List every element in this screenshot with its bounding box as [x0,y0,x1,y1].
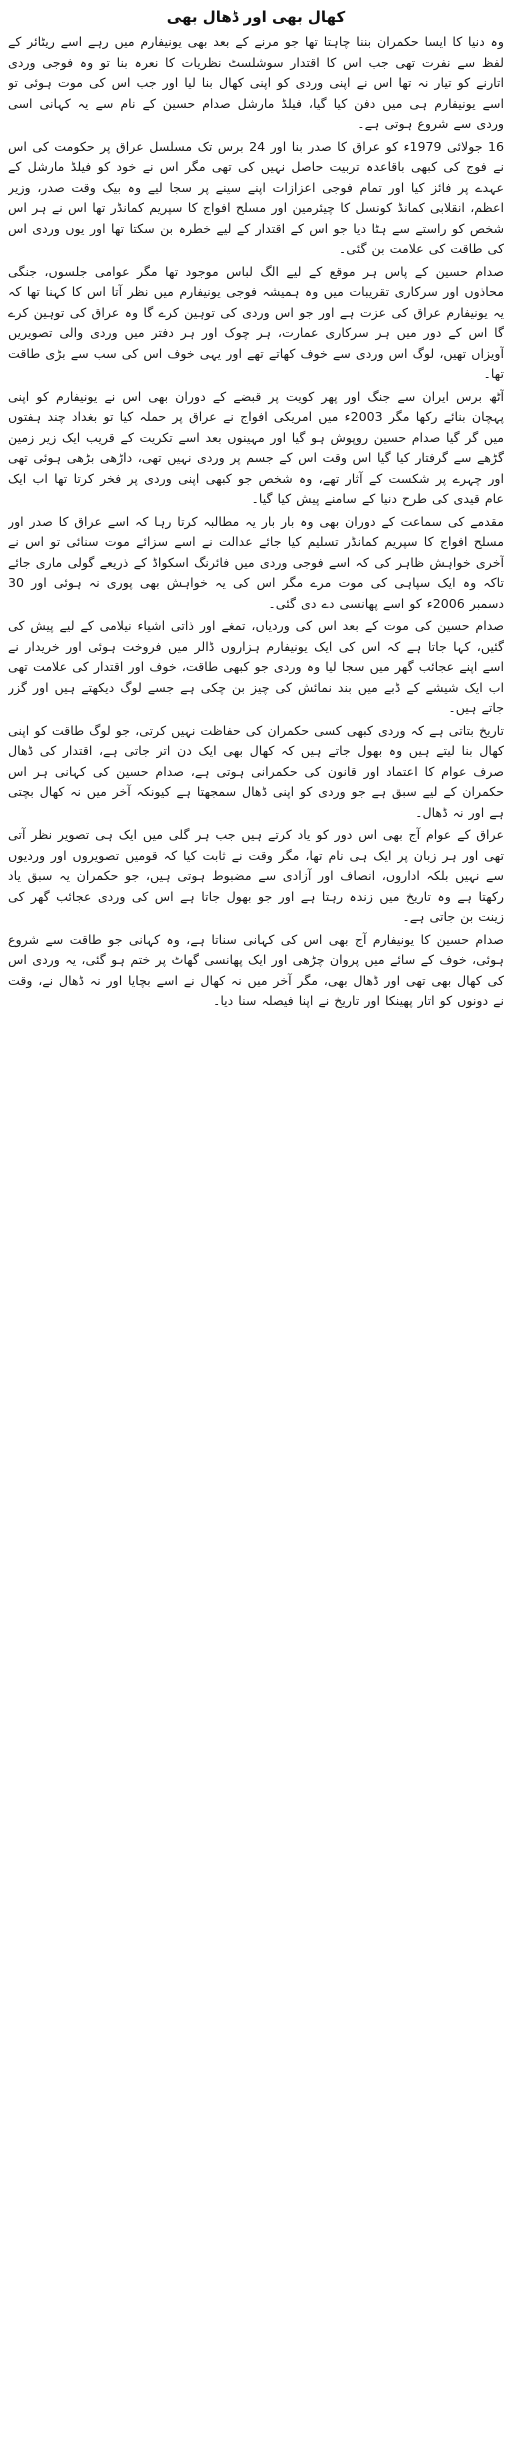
article-title: کھال بھی اور ڈھال بھی [166,8,346,26]
article-paragraph: مقدمے کی سماعت کے دوران بھی وہ بار بار یہ مطالبہ کرتا رہا کہ اسے عراق کا صدر اور مسلح افواج کا سپریم کمانڈر تسلیم کیا جائے عدالت نے اسے سزائے موت سنائی تو اس نے آخری خواہش ظاہر کی کہ اسے فوجی وردی میں فائرنگ اسکواڈ کے ذریعے گولی ماری جائے تاکہ وہ ایک سپاہی کی موت مرے مگر اس کی یہ خواہش بھی پوری نہ ہوئی اور 30 دسمبر 2006ء کو اسے پھانسی دے دی گئی۔ [8,513,504,611]
article-paragraph: عراق کے عوام آج بھی اس دور کو یاد کرتے ہیں جب ہر گلی میں ایک ہی تصویر نظر آتی تھی اور ہر زبان پر ایک ہی نام تھا، مگر وقت نے ثابت کیا کہ قومیں تصویروں اور وردیوں سے نہیں بلکہ اداروں، انصاف اور آزادی سے مضبوط ہوتی ہیں، جو حکمران یہ سبق یاد رکھتا ہے وہ تاریخ میں زندہ رہتا ہے اور جو بھول جاتا ہے اس کی وردی عجائب گھر کی زینت بن جاتی ہے۔ [8,827,504,924]
article-paragraph: آٹھ برس ایران سے جنگ اور پھر کویت پر قبضے کے دوران بھی اس نے یونیفارم کو اپنی پہچان بنائے رکھا مگر 2003ء میں امریکی افواج نے عراق پر حملہ کیا تو بغداد چند ہفتوں میں گر گیا صدام حسین روپوش ہو گیا اور مہینوں بعد اسے تکریت کے قریب ایک زیر زمین گڑھے سے گرفتار کیا گیا اس وقت اس کے جسم پر وردی نہیں تھی، داڑھی بڑھی ہوئی تھی اور چہرے پر شکست کے آثار تھے، وہ شخص جو کبھی اپنی وردی پر فخر کرتا تھا اب ایک عام قیدی کی طرح دنیا کے سامنے پیش کیا گیا۔ [8,388,504,506]
article-body [8,32,504,2448]
article-paragraph: وہ دنیا کا ایسا حکمران بننا چاہتا تھا جو مرنے کے بعد بھی یونیفارم میں رہے اسے ریٹائر کے لفظ سے نفرت تھی جب اس کا اقتدار سوشلسٹ نظریات کا نعرہ بنا تو وہ فوجی وردی اتارنے کو تیار نہ تھا اس نے اپنی وردی کو اپنی کھال بنا لیا اور جب اس کی موت ہوئی تو اسے یونیفارم ہی میں دفن کیا گیا، فیلڈ مارشل صدام حسین کے نام سے یہ کہانی اسی وردی سے شروع ہوتی ہے۔ [8,34,504,131]
article-paragraph: تاریخ بتاتی ہے کہ وردی کبھی کسی حکمران کی حفاظت نہیں کرتی، جو لوگ طاقت کو اپنی کھال بنا لیتے ہیں وہ بھول جاتے ہیں کہ کھال بھی ایک دن اتر جاتی ہے، اقتدار کی ڈھال صرف عوام کا اعتماد اور قانون کی حکمرانی ہوتی ہے، صدام حسین کی کہانی ہر اس حکمران کے لیے سبق ہے جو وردی کو اپنی ڈھال سمجھتا ہے کیونکہ آخر میں نہ کھال بچتی ہے اور نہ ڈھال۔ [8,722,504,820]
article-paragraph: 16 جولائی 1979ء کو عراق کا صدر بنا اور 24 برس تک مسلسل عراق پر حکومت کی اس نے فوج کی کبھی باقاعدہ تربیت حاصل نہیں کی تھی مگر اس نے خود کو فیلڈ مارشل کے عہدے پر فائز کیا اور تمام فوجی اعزازات اپنے سینے پر سجا لیے وہ بیک وقت صدر، وزیر اعظم، انقلابی کمانڈ کونسل کا چیئرمین اور مسلح افواج کا سپریم کمانڈر تھا اس نے ہر اس شخص کو راستے سے ہٹا دیا جو اس کے اقتدار کے لیے خطرہ بن سکتا تھا اور یوں وردی اس کی طاقت کی علامت بن گئی۔ [8,138,504,256]
article-paragraph: صدام حسین کی موت کے بعد اس کی وردیاں، تمغے اور ذاتی اشیاء نیلامی کے لیے پیش کی گئیں، کہا جاتا ہے کہ اس کی ایک یونیفارم ہزاروں ڈالر میں فروخت ہوئی اور خریدار نے اسے اپنے عجائب گھر میں سجا لیا وہ وردی جو کبھی طاقت، خوف اور اقتدار کی علامت تھی اب ایک شیشے کے ڈبے میں بند نمائش کی چیز بن چکی ہے جسے لوگ دیکھتے ہیں اور گزر جاتے ہیں۔ [8,618,504,715]
article-paragraph: صدام حسین کے پاس ہر موقع کے لیے الگ لباس موجود تھا مگر عوامی جلسوں، جنگی محاذوں اور سرکاری تقریبات میں وہ ہمیشہ فوجی یونیفارم میں نظر آتا اس کا کہنا تھا کہ یہ یونیفارم عراق کی عزت ہے اور جو اس وردی کی توہین کرے گا وہ عراق کی توہین کرے گا اس کے دور میں ہر سرکاری عمارت، ہر چوک اور ہر دفتر میں وردی والی تصویریں آویزاں تھیں، لوگ اس وردی سے خوف کھاتے تھے اور یہی خوف اس کی سب سے بڑی طاقت تھا۔ [8,263,504,381]
article-paragraph: صدام حسین کا یونیفارم آج بھی اس کی کہانی سناتا ہے، وہ کہانی جو طاقت سے شروع ہوئی، خوف کے سائے میں پروان چڑھی اور ایک پھانسی گھاٹ پر ختم ہو گئی، یہ وردی اس کی کھال بھی تھی اور ڈھال بھی، مگر آخر میں نہ کھال نے اسے بچایا اور نہ ڈھال نے، وقت نے دونوں کو اتار پھینکا اور تاریخ نے اپنا فیصلہ سنا دیا۔ [8,931,504,1008]
